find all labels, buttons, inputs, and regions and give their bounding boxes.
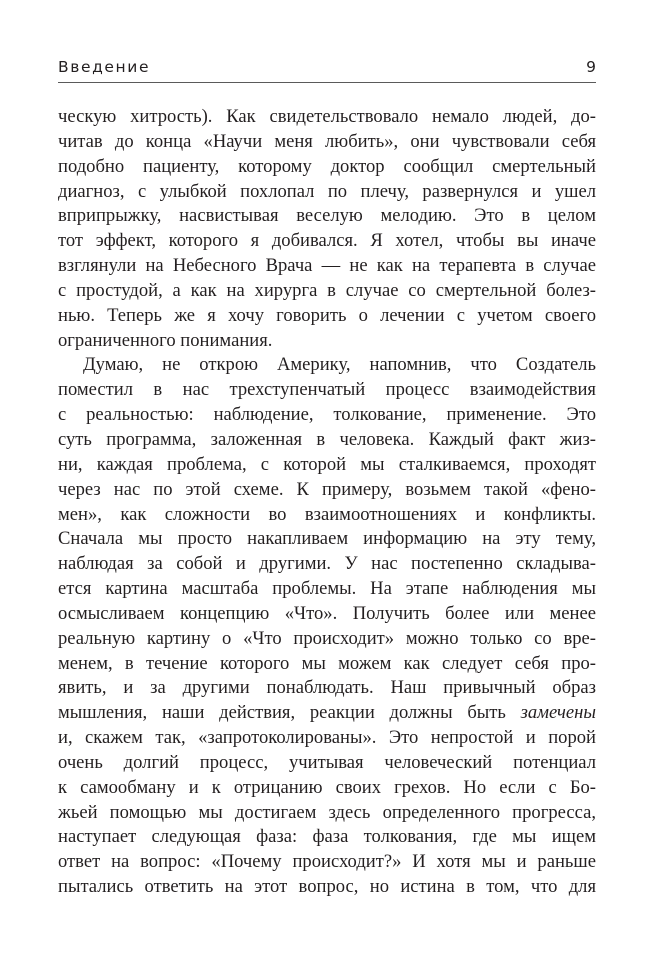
book-page bbox=[58, 56, 596, 900]
text-line: пытались ответить на этот вопрос, но истина в том, что для bbox=[58, 876, 596, 898]
text-line: мен», как сложности во взаимоотношениях и конфликты. bbox=[58, 503, 596, 525]
text-line: наступает следующая фаза: фаза толкования, где мы ищем bbox=[58, 826, 596, 848]
text-line: явить, и за другими понаблюдать. Наш привычный образ bbox=[58, 677, 596, 699]
text-line-with-emphasis bbox=[58, 701, 596, 726]
text-line: ответ на вопрос: «Почему происходит?» И хотя мы и раньше bbox=[58, 851, 596, 873]
text-line: поместил в нас трехступенчатый процесс взаимодействия bbox=[58, 379, 596, 401]
section-title: Введение bbox=[58, 58, 151, 76]
text-line: диагноз, с улыбкой похлопал по плечу, развернулся и ушел bbox=[58, 180, 596, 202]
body-text bbox=[58, 105, 596, 900]
text-line: с простудой, а как на хирурга в случае со смертельной болез- bbox=[58, 279, 596, 301]
text-line: очень долгий процесс, учитывая человеческий потенциал bbox=[58, 751, 596, 773]
text-line: через нас по этой схеме. К примеру, возьмем такой «фено- bbox=[58, 478, 596, 500]
running-head bbox=[58, 56, 596, 78]
text-line: к самообману и к отрицанию своих грехов. Но если с Бо- bbox=[58, 776, 596, 798]
text-line: взглянули на Небесного Врача — не как на терапевта в случае bbox=[58, 255, 596, 277]
text-line: реальную картину о «Что происходит» можно только со вре- bbox=[58, 627, 596, 649]
text-line: Думаю, не открою Америку, напомнив, что Создатель bbox=[83, 354, 596, 376]
text-line: суть программа, заложенная в человека. Каждый факт жиз- bbox=[58, 428, 596, 450]
text-line: вприпрыжку, насвистывая веселую мелодию. Это в целом bbox=[58, 205, 596, 227]
text-line: нью. Теперь же я хочу говорить о лечении с учетом своего bbox=[58, 304, 596, 326]
text-line: с реальностью: наблюдение, толкование, применение. Это bbox=[58, 404, 596, 426]
text-line: жьей помощью мы достигаем здесь определенного прогресса, bbox=[58, 801, 596, 823]
header-rule bbox=[58, 82, 596, 83]
text-line: ется картина масштаба проблемы. На этапе наблюдения мы bbox=[58, 578, 596, 600]
text-line: читав до конца «Научи меня любить», они чувствовали себя bbox=[58, 130, 596, 152]
text-line: ческую хитрость). Как свидетельствовало немало людей, до- bbox=[58, 106, 596, 127]
text-line: и, скажем так, «запротоколированы». Это непростой и порой bbox=[58, 727, 596, 749]
text-line: осмысливаем концепцию «Что». Получить более или менее bbox=[58, 602, 596, 624]
text-segment: мышления, наши действия, реакции должны быть bbox=[58, 702, 506, 724]
text-line: подобно пациенту, которому доктор сообщил смертельный bbox=[58, 155, 596, 177]
text-line: наблюдая за собой и другими. У нас постепенно складыва- bbox=[58, 553, 596, 575]
text-line: ограниченного понимания. bbox=[58, 329, 273, 351]
emphasized-word: замечены bbox=[520, 702, 596, 724]
text-line: ни, каждая проблема, с которой мы сталкиваемся, проходят bbox=[58, 453, 596, 475]
text-line: тот эффект, которого я добивался. Я хотел, чтобы вы иначе bbox=[58, 230, 596, 252]
text-line: менем, в течение которого мы можем как следует себя про- bbox=[58, 652, 596, 674]
text-line: Сначала мы просто накапливаем информацию на эту тему, bbox=[58, 528, 596, 550]
page-number: 9 bbox=[586, 58, 596, 76]
